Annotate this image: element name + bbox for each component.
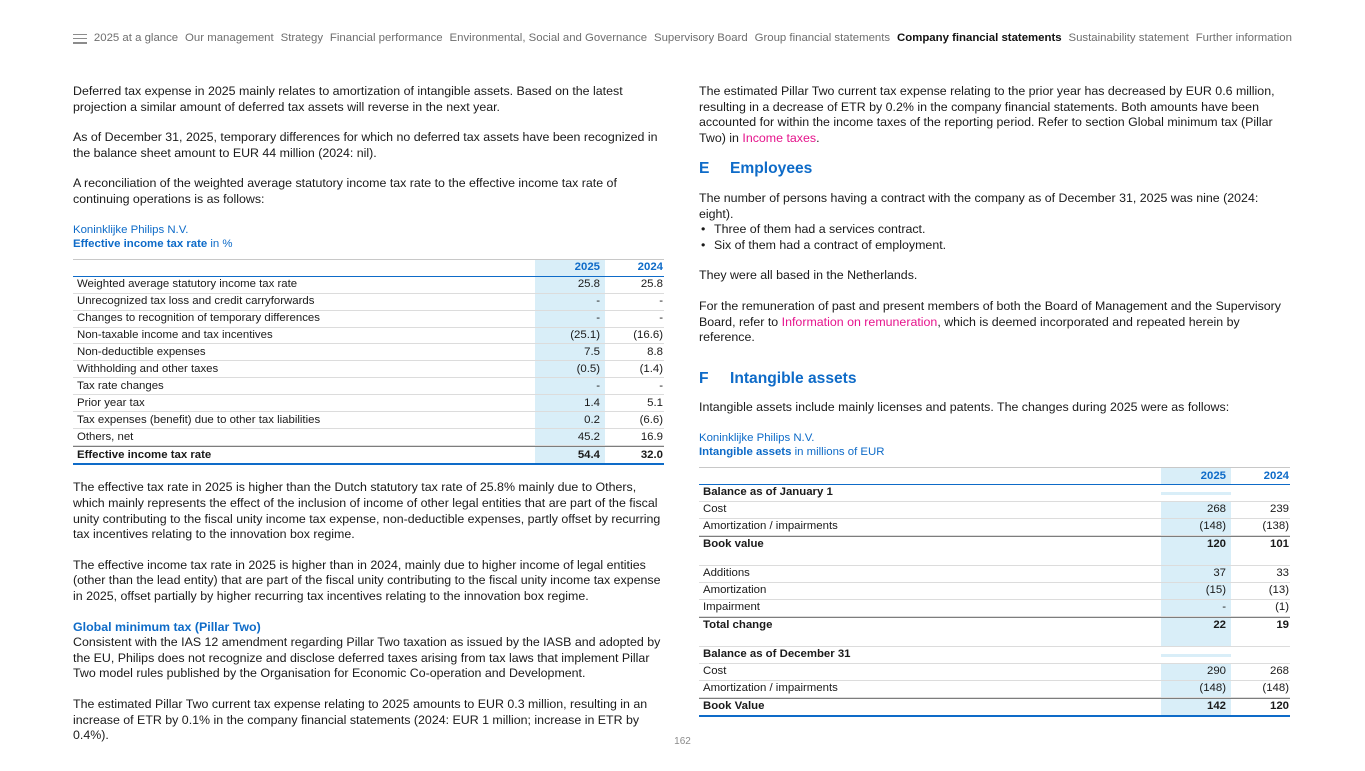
- list-item-text: • Three of them had a services contract.: [714, 222, 926, 237]
- row-value-2024: (1): [1275, 601, 1289, 614]
- header-2025: 2025: [1161, 468, 1231, 484]
- menu-icon[interactable]: [73, 29, 87, 48]
- table-subtitle-bold: Intangible assets: [699, 446, 792, 459]
- row-value-2024: -: [659, 380, 663, 393]
- row-value-2025: 22: [1161, 618, 1231, 634]
- paragraph-employees-intro: The number of persons having a contract with the company as of December 31, 2025 was nine (2024: eight).: [699, 190, 1259, 221]
- heading-employees: [699, 161, 1290, 177]
- table-row: [699, 664, 1290, 681]
- header-2024: 2024: [1263, 469, 1289, 482]
- row-label: Additions: [703, 567, 750, 580]
- row-label: Unrecognized tax loss and credit carryforwards: [77, 295, 315, 308]
- table-total-row: [699, 536, 1290, 553]
- row-value-2025: [1161, 492, 1231, 495]
- section-letter: F: [699, 369, 709, 387]
- row-label: Balance as of January 1: [703, 486, 833, 499]
- row-value-2025: 37: [1161, 566, 1231, 582]
- paragraph-reconciliation: A reconciliation of the weighted average statutory income tax rate to the effective income tax rate of continuing operations is as follows:: [73, 176, 617, 206]
- row-label: Tax rate changes: [77, 380, 164, 393]
- row-label: Non-deductible expenses: [77, 346, 206, 359]
- spacer-cell: [699, 634, 1161, 646]
- table-row: [699, 681, 1290, 698]
- spacer-cell: [1231, 634, 1290, 646]
- information-on-remuneration-link[interactable]: Information on remuneration: [781, 314, 938, 329]
- table-row: [73, 361, 664, 378]
- row-value-2024: (13): [1268, 584, 1289, 597]
- row-value-2025: 142: [1161, 699, 1231, 715]
- table-row: [699, 502, 1290, 519]
- nav-company-financial-statements[interactable]: Company financial statements: [897, 31, 1062, 44]
- paragraph-text: The estimated Pillar Two current tax expense relating to the prior year has decreased by EUR 0.6 million, resulting in a decrease of ETR by 0.2% in the company financial statements. Both amounts have been accounted for within the income taxes of the reporting period. Refer to section Global minimum tax (Pillar Two) in: [699, 84, 1275, 145]
- row-value-2025: 0.2: [535, 412, 605, 428]
- table-section-row: [699, 485, 1290, 502]
- row-value-2024: (148): [1262, 682, 1289, 695]
- row-value-2025: (148): [1161, 519, 1231, 535]
- row-label: Cost: [703, 665, 727, 678]
- income-taxes-link[interactable]: Income taxes: [742, 130, 817, 145]
- row-label: Book Value: [703, 700, 765, 713]
- heading-intangible-assets: [699, 371, 1290, 387]
- table-row: [699, 583, 1290, 600]
- page-footer: [0, 734, 1365, 750]
- row-value-2025: -: [535, 294, 605, 310]
- row-label: Effective income tax rate: [77, 448, 212, 461]
- table-total-row: [699, 617, 1290, 634]
- spacer-cell: [699, 553, 1161, 565]
- row-value-2024: 16.9: [640, 431, 663, 443]
- list-item-text: • Six of them had a contract of employment.: [714, 237, 947, 252]
- row-value-2025: -: [535, 378, 605, 394]
- row-value-2025: (25.1): [535, 328, 605, 344]
- paragraph-temporary-differences: As of December 31, 2025, temporary differences for which no deferred tax assets have been recognized in the balance sheet amount to EUR 44 million (2024: nil).: [73, 130, 658, 160]
- header-2024: 2024: [637, 261, 663, 274]
- nav-further-information[interactable]: Further information: [1195, 31, 1292, 44]
- heading-global-minimum-tax: Global minimum tax (Pillar Two): [73, 619, 261, 634]
- table-company-name: Koninklijke Philips N.V.: [73, 223, 189, 236]
- list-item: [699, 222, 1290, 238]
- paragraph-text: , which is deemed incorporated and repeated herein by reference.: [699, 314, 1240, 345]
- header-spacer: [73, 267, 535, 270]
- row-label: Balance as of December 31: [703, 648, 851, 661]
- paragraph-deferred-tax: Deferred tax expense in 2025 mainly relates to amortization of intangible assets. Based on the latest projection a similar amount of deferred tax assets will reverse in the next year.: [73, 84, 623, 114]
- row-value-2024: 120: [1269, 700, 1289, 713]
- row-value-2025: [1161, 654, 1231, 657]
- nav-supervisory-board[interactable]: Supervisory Board: [654, 31, 748, 44]
- table-row: [73, 412, 664, 429]
- table-row: [699, 566, 1290, 583]
- row-label: Cost: [703, 503, 727, 516]
- paragraph-text: For the remuneration of past and present members of both the Board of Management and the Supervisory Board, refer to: [699, 298, 1282, 329]
- paragraph-prior-year-pillar-two: [699, 84, 1290, 146]
- table-subtitle-unit: in millions of EUR: [791, 446, 885, 459]
- row-value-2024: [1231, 492, 1290, 495]
- row-value-2025: 54.4: [535, 447, 605, 463]
- table-header-row: [699, 467, 1290, 485]
- row-label: Prior year tax: [77, 397, 145, 410]
- table-subtitle: [699, 445, 1290, 460]
- nav-financial-performance[interactable]: Financial performance: [329, 31, 443, 44]
- row-value-2025: 120: [1161, 537, 1231, 553]
- top-navigation: [73, 29, 1292, 48]
- section-title: Employees: [730, 160, 813, 178]
- row-value-2025: (0.5): [535, 361, 605, 377]
- row-label: Impairment: [703, 601, 760, 614]
- row-value-2024: (138): [1262, 520, 1289, 533]
- row-value-2024: 101: [1269, 538, 1289, 551]
- row-value-2025: 290: [1161, 664, 1231, 680]
- paragraph-text: .: [816, 130, 820, 145]
- nav-sustainability-statement[interactable]: Sustainability statement: [1068, 31, 1189, 44]
- table-spacer-row: [699, 634, 1290, 647]
- header-2025: 2025: [535, 260, 605, 276]
- row-label: Others, net: [77, 431, 134, 443]
- row-value-2025: 1.4: [535, 395, 605, 411]
- row-value-2025: 45.2: [535, 429, 605, 445]
- intangible-assets-table: [699, 467, 1290, 717]
- spacer-cell: [1231, 553, 1290, 565]
- row-value-2024: -: [659, 295, 663, 308]
- row-label: Tax expenses (benefit) due to other tax liabilities: [77, 414, 321, 427]
- table-section-row: [699, 647, 1290, 664]
- row-label: Total change: [703, 619, 773, 632]
- table-row: [73, 328, 664, 345]
- table-row: [73, 378, 664, 395]
- row-label: Withholding and other taxes: [77, 363, 219, 376]
- row-value-2024: 32.0: [640, 448, 663, 461]
- table-subtitle: [73, 237, 664, 252]
- table-row: [73, 294, 664, 311]
- table-row: [73, 277, 664, 294]
- row-value-2025: -: [1161, 600, 1231, 616]
- table-company-name: Koninklijke Philips N.V.: [699, 431, 815, 444]
- paragraph-pillar-two-estimate: The estimated Pillar Two current tax expense relating to 2025 amounts to EUR 0.3 million, resulting in an increase of ETR by 0.1% in the company financial statements (2024: EUR 1 million; increase in ETR by 0.4%).: [73, 696, 648, 743]
- row-value-2024: 8.8: [647, 346, 663, 359]
- table-row: [73, 429, 664, 446]
- table-total-row: [73, 446, 664, 465]
- paragraph-remuneration: [699, 299, 1290, 346]
- row-label: Amortization / impairments: [703, 520, 838, 533]
- row-value-2024: 33: [1276, 567, 1289, 580]
- spacer-cell: [1161, 553, 1231, 565]
- nav-strategy[interactable]: Strategy: [280, 31, 324, 44]
- row-value-2025: 7.5: [535, 344, 605, 360]
- list-item: [699, 238, 1290, 254]
- row-label: Amortization: [703, 584, 767, 597]
- row-value-2024: (16.6): [633, 329, 663, 342]
- row-value-2024: (6.6): [639, 414, 663, 427]
- table-title-intangible-assets: [699, 431, 1290, 460]
- row-value-2024: 25.8: [640, 278, 663, 291]
- table-subtitle-unit: in %: [207, 238, 233, 251]
- table-row: [699, 600, 1290, 617]
- nav-esg[interactable]: Environmental, Social and Governance: [449, 31, 648, 44]
- table-row: [73, 344, 664, 361]
- row-label: Weighted average statutory income tax rate: [77, 278, 298, 291]
- row-value-2025: (148): [1161, 681, 1231, 697]
- effective-tax-rate-table: [73, 259, 664, 466]
- row-value-2025: 268: [1161, 502, 1231, 518]
- row-value-2025: -: [535, 311, 605, 327]
- row-label: Non-taxable income and tax incentives: [77, 329, 273, 342]
- row-value-2025: 25.8: [535, 277, 605, 293]
- header-spacer: [699, 475, 1161, 478]
- page-number: 162: [674, 736, 691, 748]
- table-row: [73, 395, 664, 412]
- row-label: Amortization / impairments: [703, 682, 838, 695]
- paragraph-netherlands: They were all based in the Netherlands.: [699, 268, 918, 283]
- row-value-2025: (15): [1161, 583, 1231, 599]
- row-value-2024: [1231, 654, 1290, 657]
- right-column: [699, 84, 1290, 759]
- row-value-2024: -: [659, 312, 663, 325]
- row-value-2024: 239: [1269, 503, 1289, 516]
- row-label: Book value: [703, 538, 764, 551]
- row-value-2024: (1.4): [639, 363, 663, 376]
- section-title: Intangible assets: [730, 369, 857, 387]
- row-value-2024: 19: [1276, 619, 1289, 632]
- table-spacer-row: [699, 553, 1290, 566]
- table-total-row: [699, 698, 1290, 717]
- left-column: [73, 84, 664, 759]
- table-subtitle-bold: Effective income tax rate: [73, 238, 208, 251]
- paragraph-intangible-intro: Intangible assets include mainly licenses and patents. The changes during 2025 were as follows:: [699, 400, 1230, 415]
- page-content: [73, 84, 1290, 759]
- section-letter: E: [699, 160, 710, 178]
- table-row: [73, 311, 664, 328]
- table-title-effective-tax-rate: [73, 223, 664, 252]
- row-value-2024: 268: [1269, 665, 1289, 678]
- paragraph-ias12: Consistent with the IAS 12 amendment regarding Pillar Two taxation as issued by the IASB and adopted by the EU, Philips does not recognize and disclose deferred taxes arising from tax laws that implement Pillar Two model rules published by the Organisation for Economic Co-operation and Development.: [73, 635, 661, 681]
- nav-2025-at-a-glance[interactable]: 2025 at a glance: [93, 31, 179, 44]
- nav-group-financial-statements[interactable]: Group financial statements: [754, 31, 891, 44]
- row-value-2024: 5.1: [647, 397, 663, 410]
- table-row: [699, 519, 1290, 536]
- spacer-cell: [1161, 634, 1231, 646]
- row-label: Changes to recognition of temporary differences: [77, 312, 320, 325]
- paragraph-rate-comparison: The effective income tax rate in 2025 is higher than in 2024, mainly due to higher income of legal entities (other than the lead entity) that are part of the fiscal unity contributing to the fiscal unity income tax expense in 2025, offset partially by higher recurring tax incentives relating to the innovation box regime.: [73, 557, 661, 603]
- paragraph-effective-tax-explanation: The effective tax rate in 2025 is higher than the Dutch statutory tax rate of 25.8% mainly due to Others, which mainly represents the effect of the inclusion of income of other legal entities that are part of the fiscal unity contributing to the fiscal unity income tax expense, non-deductible expenses, partly offset by recurring tax incentives relating to the innovation box regime.: [73, 480, 661, 542]
- table-header-row: [73, 259, 664, 277]
- nav-our-management[interactable]: Our management: [185, 31, 274, 44]
